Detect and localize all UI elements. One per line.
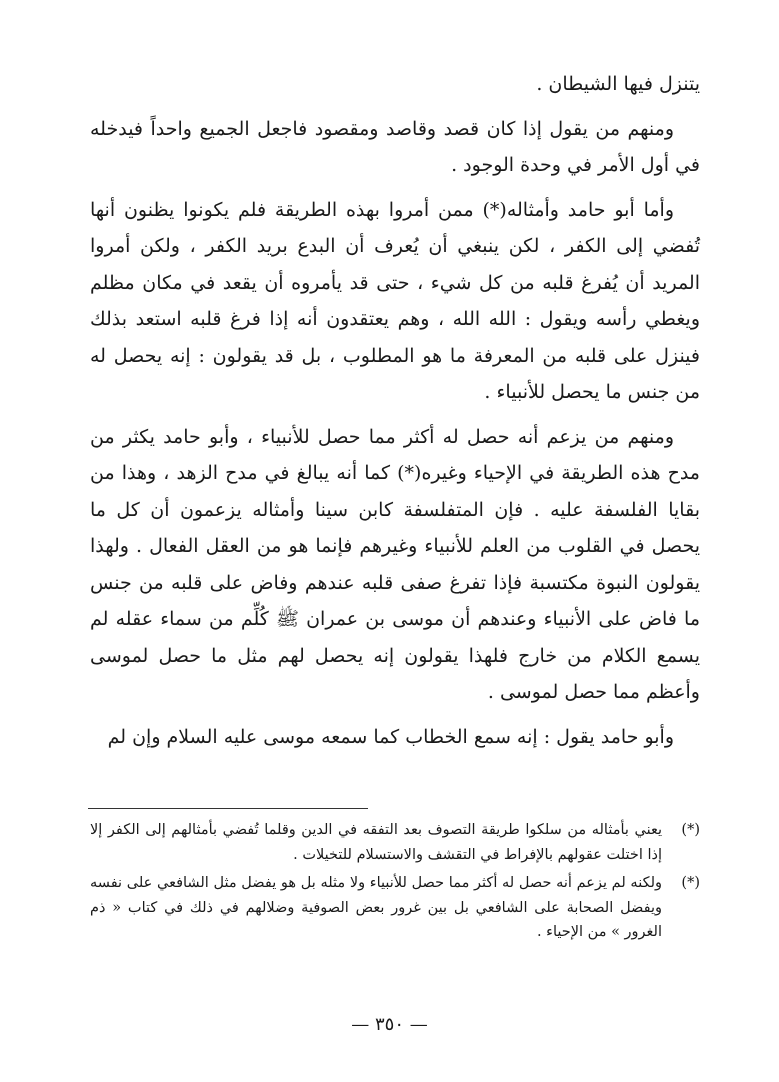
paragraph-5: وأبو حامد يقول : إنه سمع الخطاب كما سمعه موسى عليه السلام وإن لم bbox=[107, 725, 674, 748]
paragraph-2: ومنهم من يقول إذا كان قصد وقاصد ومقصود فاجعل الجميع واحداً فيدخله في أول الأمر في وحدة الوجود . bbox=[90, 117, 700, 176]
paragraph-1: يتنزل فيها الشيطان . bbox=[536, 73, 700, 95]
paragraph-4: ومنهم من يزعم أنه حصل له أكثر مما حصل للأنبياء ، وأبو حامد يكثر من مدح هذه الطريقة في الإحياء وغيره(*) كما أنه يبالغ في مدح الزهد ، وهذا من بقايا الفلسفة عليه . فإن المتفلسفة كابن سينا وأمثاله يزعمون أن كل ما يحصل في القلوب من العلم للأنبياء وغيرهم فإنما هو من العقل الفعال . ولهذا يقولون النبوة مكتسبة فإذا تفرغ صفى قلبه عندهم وفاض على قلبه من جنس ما فاض على الأنبياء وعندهم أن موسى بن عمران ﷺ كُلِّم من سماء عقله لم يسمع الكلام من خارج فلهذا يقولون إنه يحصل لهم مثل ما حصل لموسى وأعظم مما حصل لموسى . bbox=[90, 425, 700, 703]
footnote-text: ولكنه لم يزعم أنه حصل له أكثر مما حصل للأنبياء ولا مثله بل هو يفضل مثل الشافعي على نفسه ويفضل الصحابة على الشافعي بل بين غرور بعض الصوفية وضلالهم في ذلك في كتاب « ذم الغرور » من الإحياء . bbox=[90, 875, 662, 940]
footnote-marker: (*) bbox=[681, 822, 700, 838]
paragraph-3: وأما أبو حامد وأمثاله(*) ممن أمروا بهذه الطريقة فلم يكونوا يظنون أنها تُفضي إلى الكفر ، لكن ينبغي أن يُعرف أن البدع بريد الكفر ، ولكن أمروا المريد أن يُفرغ قلبه من كل شيء ، حتى قد يأمروه أن يقعد في مكان مظلم ويغطي رأسه ويقول : الله الله ، وهم يعتقدون أنه إذا فرغ قلبه استعد بذلك فينزل على قلبه من المعرفة ما هو المطلوب ، بل قد يقولون : إنه يحصل له من جنس ما يحصل للأنبياء . bbox=[90, 198, 700, 403]
footnote-divider bbox=[88, 808, 368, 809]
footnote-marker: (*) bbox=[681, 875, 700, 891]
footnotes bbox=[90, 818, 700, 949]
main-text bbox=[90, 66, 700, 763]
page-number: — ٣٥٠ — bbox=[351, 1014, 428, 1035]
body-text bbox=[90, 66, 700, 755]
footnote-2 bbox=[90, 871, 700, 945]
footnote-text: يعني بأمثاله من سلكوا طريقة التصوف بعد التفقه في الدين وقلما تُفضي بأمثالهم إلى الكفر إلا إذا اختلت عقولهم بالإفراط في التقشف والاستسلام للتخيلات . bbox=[90, 822, 662, 863]
footnote-1 bbox=[90, 818, 700, 867]
